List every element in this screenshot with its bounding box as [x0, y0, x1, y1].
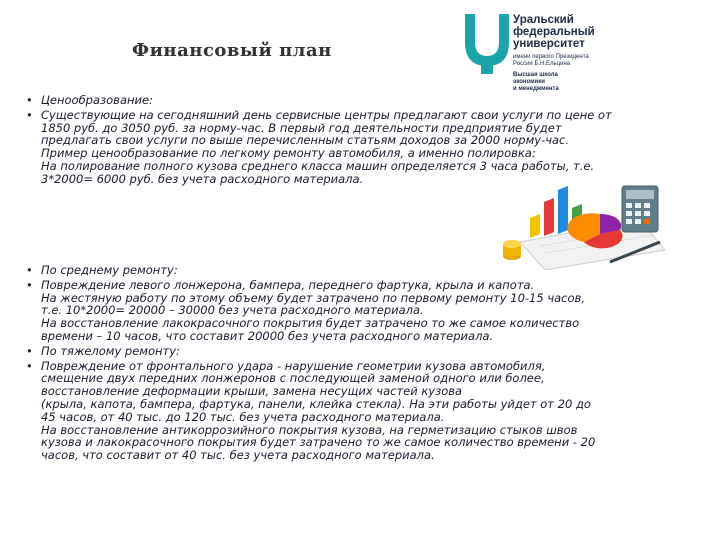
repair-bullet-3	[26, 345, 706, 358]
bullet-text-line: смещение двух передних лонжеронов с последующей заменой одного или более,	[41, 371, 545, 386]
bullet-text-line: времени – 10 часов, что составит 20000 без учета расходного материала.	[41, 328, 494, 343]
bullet-text-line: часов, что составит от 40 тыс. без учета расходного материала.	[41, 448, 435, 463]
bullet-text-line: На восстановление лакокрасочного покрытия будет затрачено то же самое количество	[41, 316, 580, 331]
repair-bullet-1	[26, 264, 706, 277]
logo-sub-line-1: имени первого Президента	[513, 54, 589, 60]
bullet-text-line: 45 часов, от 40 тыс. до 120 тыс. без учета расходного материала.	[41, 409, 445, 424]
bullet-text-line: На жестяную работу по этому объему будет затрачено по первому ремонту 10-15 часов,	[41, 290, 585, 305]
bullet-text-line: На полирование полного кузова среднего класса машин определяется 3 часа работы, т.е.	[41, 158, 595, 173]
bullet-text-line: кузова и лакокрасочного покрытия будет затрачено то же самое количество времени - 20	[41, 435, 596, 450]
bullet-list-pricing	[26, 94, 706, 188]
bullet-text-line: • По тяжелому ремонту:	[41, 343, 180, 358]
bullet-text-line: • Существующие на сегодняшний день сервисные центры предлагают свои услуги по цене от	[41, 107, 612, 122]
bullet-text-line: • Повреждение левого лонжерона, бампера, переднего фартука, крыла и капота.	[41, 277, 535, 292]
logo-sub-line-2: России Б.Н.Ельцина	[513, 61, 571, 67]
logo-name-line-2: федеральный	[513, 26, 595, 38]
logo-name-line-1: Уральский	[513, 14, 574, 26]
bullet-text-line: Пример ценообразование по легкому ремонту автомобиля, а именно полировка:	[41, 146, 536, 161]
slide-title: Финансовый план	[132, 40, 332, 61]
bullet-list-repairs	[26, 264, 706, 464]
bullet-text-line: • Ценообразование:	[41, 93, 153, 107]
pricing-bullet-1	[26, 94, 706, 107]
repair-bullet-4	[26, 360, 706, 462]
urfu-mark-icon	[463, 12, 511, 76]
pricing-bullet-2	[26, 109, 706, 186]
bullet-text-line: предлагать свои услуги по выше перечисленным статьям доходов за 2000 норму-час.	[41, 133, 570, 148]
logo-school-line-1: Высшая школа	[513, 72, 558, 78]
logo-name-line-3: университет	[513, 38, 585, 50]
bullet-text-line: 3*2000= 6000 руб. без учета расходного материала.	[41, 171, 364, 186]
urfu-logo	[463, 12, 653, 104]
bullet-text-line: На восстановление антикоррозийного покрытия кузова, на герметизацию стыков швов	[41, 422, 578, 437]
logo-school-line-3: и менеджмента	[513, 86, 559, 92]
bullet-text-line: т.е. 10*2000= 20000 – 30000 без учета расходного материала.	[41, 303, 424, 318]
calculator-icon	[622, 186, 658, 232]
logo-school-line-2: экономики	[513, 79, 545, 85]
bullet-text-line: • По среднему ремонту:	[41, 263, 178, 277]
repair-bullet-2	[26, 279, 706, 343]
bullet-text-line: (крыла, капота, бампера, фартука, панели, клейка стекла). На эти работы уйдет от 20 до	[41, 396, 591, 411]
coins-icon	[503, 240, 521, 260]
bullet-text-line: восстановление деформации крыши, замена несущих частей кузова	[41, 384, 463, 399]
bullet-text-line: • Повреждение от фронтального удара - нарушение геометрии кузова автомобиля,	[41, 358, 546, 373]
bullet-text-line: 1850 руб. до 3050 руб. за норму-час. В первый год деятельности предприятие будет	[41, 120, 562, 135]
finance-illustration	[500, 180, 670, 270]
